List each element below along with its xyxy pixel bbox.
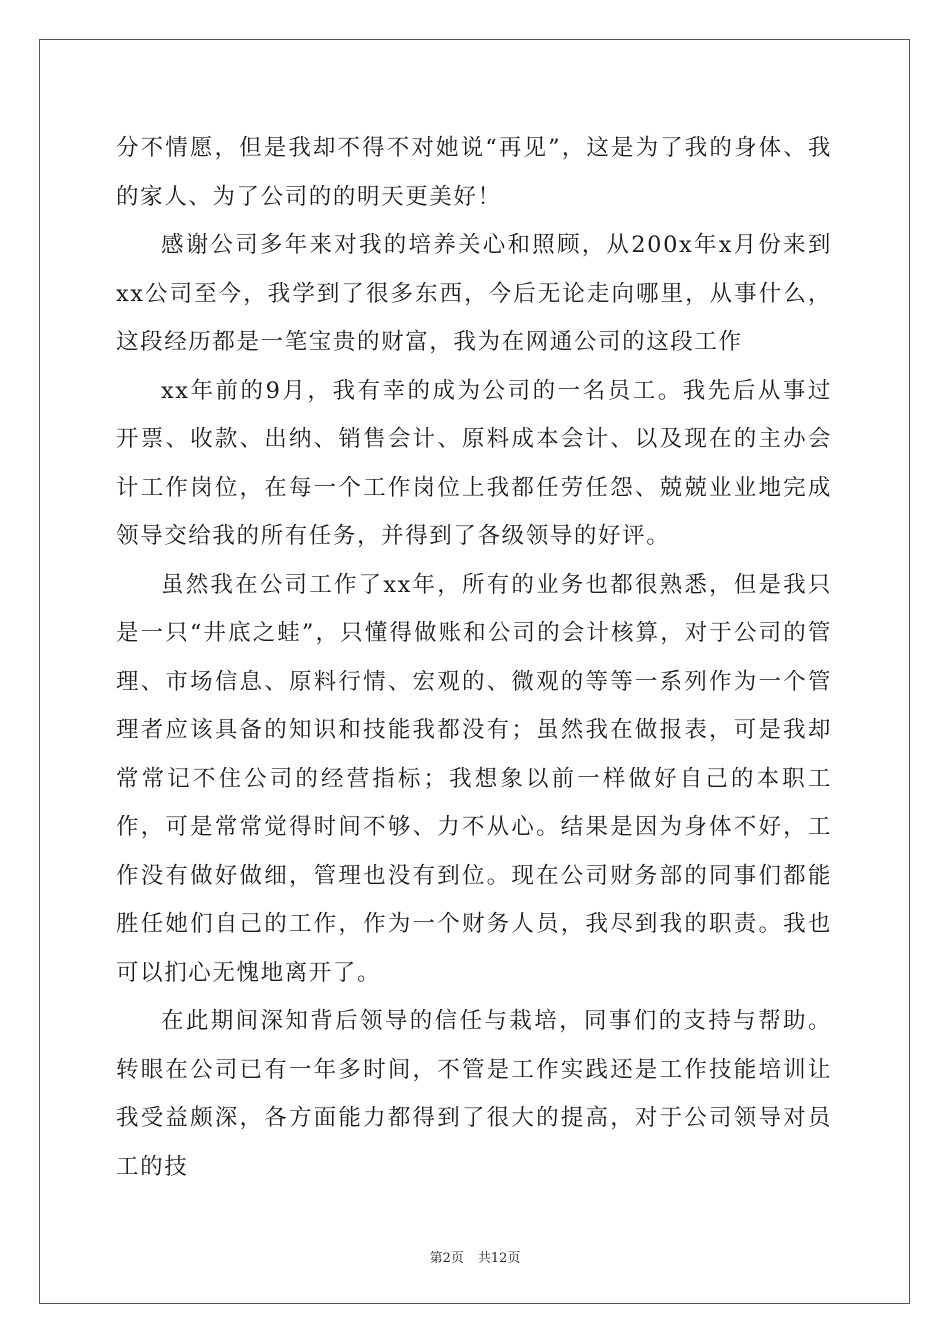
document-body [116,124,832,1191]
paragraph-2: 感谢公司多年来对我的培养关心和照顾，从200x年x月份来到xx公司至今，我学到了很多东西，今后无论走向哪里，从事什么，这段经历都是一笔宝贵的财富，我为在网通公司的这段工作 [116,232,832,355]
page-footer [0,1247,950,1266]
page-number: 第2页 [429,1251,464,1266]
page-total: 共12页 [477,1251,521,1266]
paragraph-4: 虽然我在公司工作了xx年，所有的业务也都很熟悉，但是我只是一只“井底之蛙”，只懂得做账和公司的会计核算，对于公司的管理、市场信息、原料行情、宏观的、微观的等等一系列作为一个管理者应该具备的知识和技能我都没有；虽然我在做报表，可是我却常常记不住公司的经营指标；我想象以前一样做好自己的本职工作，可是常常觉得时间不够、力不从心。结果是因为身体不好，工作没有做好做细，管理也没有到位。现在公司财务部的同事们都能胜任她们自己的工作，作为一个财务人员，我尽到我的职责。我也可以扪心无愧地离开了。 [116,571,832,986]
paragraph-5: 在此期间深知背后领导的信任与栽培，同事们的支持与帮助。转眼在公司已有一年多时间，不管是工作实践还是工作技能培训让我受益颇深，各方面能力都得到了很大的提高，对于公司领导对员工的技 [116,1008,832,1180]
paragraph-3: xx年前的9月，我有幸的成为公司的一名员工。我先后从事过开票、收款、出纳、销售会计、原料成本会计、以及现在的主办会计工作岗位，在每一个工作岗位上我都任劳任怨、兢兢业业地完成领导交给我的所有任务，并得到了各级领导的好评。 [116,377,832,549]
paragraph-1: 分不情愿，但是我却不得不对她说“再见”，这是为了我的身体、我的家人、为了公司的的明天更美好！ [116,135,832,210]
